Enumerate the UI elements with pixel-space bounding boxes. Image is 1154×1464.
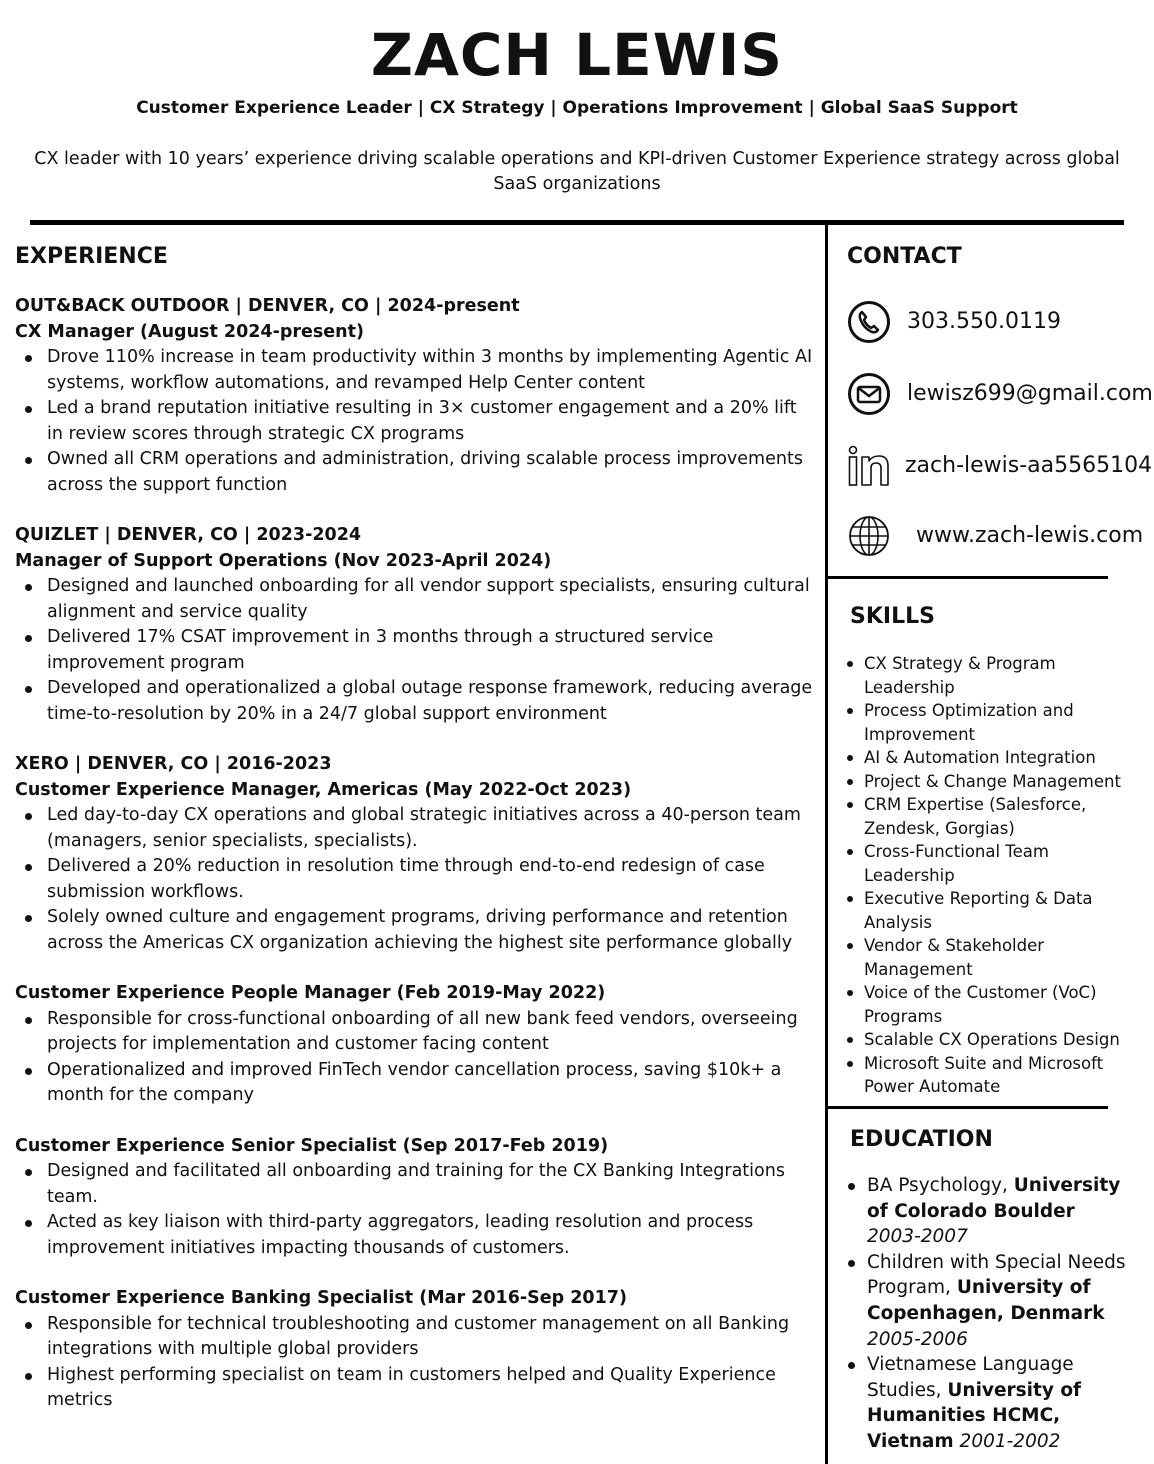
mail-icon xyxy=(847,372,891,416)
job-bullet: Acted as key liaison with third-party aggregators, leading resolution and process improvement initiatives impacting thousands of customers. xyxy=(15,1210,815,1261)
contact-title: CONTACT xyxy=(847,244,962,269)
contact-divider xyxy=(828,576,1108,579)
skill-item: Project & Change Management xyxy=(844,770,1134,794)
header-divider xyxy=(30,220,1124,225)
job-org: QUIZLET | DENVER, CO | 2023-2024 xyxy=(15,525,362,545)
job-role: Customer Experience People Manager (Feb 2019-May 2022) xyxy=(15,983,606,1003)
resume-tagline: Customer Experience Leader | CX Strategy | Operations Improvement | Global SaaS Support xyxy=(136,98,1018,118)
job-bullet: Responsible for technical troubleshooting and customer management on all Banking integrations with multiple global providers xyxy=(15,1312,815,1363)
website-text: www.zach-lewis.com xyxy=(916,523,1144,548)
job-bullet: Responsible for cross-functional onboarding of all new bank feed vendors, overseeing projects for implementation and customer facing content xyxy=(15,1007,815,1058)
job-bullet: Operationalized and improved FinTech vendor cancellation process, saving $10k+ a month for the company xyxy=(15,1058,815,1109)
resume-summary: CX leader with 10 years’ experience driving scalable operations and KPI-driven Customer Experience strategy across global SaaS organizations xyxy=(34,149,1120,194)
skill-item: Cross-Functional Team Leadership xyxy=(844,840,1134,887)
job-xero xyxy=(15,752,815,956)
linkedin-text: zach-lewis-aa5565104 xyxy=(905,453,1153,478)
email-text: lewisz699@gmail.com xyxy=(907,381,1153,406)
edu-school: University of Humanities HCMC, Vietnam xyxy=(867,1379,1082,1452)
edu-school: University of Colorado Boulder xyxy=(867,1175,1121,1222)
job-xero-senior-specialist xyxy=(15,1134,815,1262)
job-xero-people-manager xyxy=(15,981,815,1109)
skill-item: AI & Automation Integration xyxy=(844,746,1134,770)
education-list xyxy=(845,1173,1130,1455)
globe-icon xyxy=(847,514,891,558)
job-bullet: Designed and facilitated all onboarding and training for the CX Banking Integrations team. xyxy=(15,1159,815,1210)
edu-years: 2001-2002 xyxy=(959,1430,1061,1452)
skill-item: Microsoft Suite and Microsoft Power Automate xyxy=(844,1052,1134,1099)
column-divider xyxy=(825,225,828,1464)
job-bullet: Solely owned culture and engagement programs, driving performance and retention across the Americas CX organization achieving the highest site performance globally xyxy=(15,905,815,956)
edu-degree: BA Psychology, xyxy=(867,1175,1014,1196)
contact-website[interactable] xyxy=(847,514,1143,558)
job-bullet: Delivered a 20% reduction in resolution time through end-to-end redesign of case submission workflows. xyxy=(15,854,815,905)
skill-item: CX Strategy & Program Leadership xyxy=(844,652,1134,699)
skill-item: Voice of the Customer (VoC) Programs xyxy=(844,981,1134,1028)
job-bullet: Developed and operationalized a global outage response framework, reducing average time-to-resolution by 20% in a 24/7 global support environment xyxy=(15,676,815,727)
job-bullet: Led day-to-day CX operations and global strategic initiatives across a 40-person team (managers, senior specialists, specialists). xyxy=(15,803,815,854)
skills-title: SKILLS xyxy=(850,604,935,629)
job-role: Manager of Support Operations (Nov 2023-April 2024) xyxy=(15,550,552,571)
job-bullet: Drove 110% increase in team productivity within 3 months by implementing Agentic AI systems, workflow automations, and revamped Help Center content xyxy=(15,345,815,396)
phone-text: 303.550.0119 xyxy=(907,309,1061,334)
job-role: Customer Experience Manager, Americas (May 2022-Oct 2023) xyxy=(15,779,632,800)
linkedin-icon xyxy=(847,444,891,488)
skill-item: Scalable CX Operations Design xyxy=(844,1028,1134,1052)
education-item xyxy=(845,1352,1130,1454)
education-title: EDUCATION xyxy=(850,1127,993,1152)
skill-item: Vendor & Stakeholder Management xyxy=(844,934,1134,981)
job-role: Customer Experience Banking Specialist (Mar 2016-Sep 2017) xyxy=(15,1288,627,1308)
education-item xyxy=(845,1173,1130,1250)
edu-school: University of Copenhagen, Denmark xyxy=(867,1277,1105,1324)
job-role: Customer Experience Senior Specialist (Sep 2017-Feb 2019) xyxy=(15,1135,609,1156)
job-bullet: Highest performing specialist on team in customers helped and Quality Experience metrics xyxy=(15,1363,815,1414)
education-item xyxy=(845,1250,1130,1352)
job-org: OUT&BACK OUTDOOR | DENVER, CO | 2024-present xyxy=(15,296,520,316)
contact-phone[interactable] xyxy=(847,300,1061,344)
job-role: CX Manager (August 2024-present) xyxy=(15,321,365,342)
skill-item: Process Optimization and Improvement xyxy=(844,699,1134,746)
job-org: XERO | DENVER, CO | 2016-2023 xyxy=(15,754,332,774)
job-xero-banking-specialist xyxy=(15,1286,815,1414)
skill-item: CRM Expertise (Salesforce, Zendesk, Gorgias) xyxy=(844,793,1134,840)
skills-divider xyxy=(828,1106,1108,1109)
skills-list xyxy=(844,652,1134,1099)
job-bullet: Designed and launched onboarding for all vendor support specialists, ensuring cultural alignment and service quality xyxy=(15,574,815,625)
job-bullet: Owned all CRM operations and administration, driving scalable process improvements across the support function xyxy=(15,447,815,498)
job-quizlet xyxy=(15,523,815,727)
job-bullet: Led a brand reputation initiative resulting in 3× customer engagement and a 20% lift in review scores through strategic CX programs xyxy=(15,396,815,447)
resume-name: ZACH LEWIS xyxy=(370,21,784,89)
experience-section xyxy=(15,240,815,1414)
contact-linkedin[interactable] xyxy=(847,444,1152,488)
edu-degree: Children with Special Needs Program, xyxy=(867,1251,1126,1299)
contact-email[interactable] xyxy=(847,372,1153,416)
edu-degree: Vietnamese Language Studies, xyxy=(867,1354,1074,1401)
job-outback xyxy=(15,294,815,498)
experience-title: EXPERIENCE xyxy=(15,244,168,269)
skill-item: Executive Reporting & Data Analysis xyxy=(844,887,1134,934)
phone-icon xyxy=(847,300,891,344)
edu-years: 2005-2006 xyxy=(867,1328,968,1350)
edu-years: 2003-2007 xyxy=(867,1226,968,1248)
job-bullet: Delivered 17% CSAT improvement in 3 months through a structured service improvement program xyxy=(15,625,815,676)
